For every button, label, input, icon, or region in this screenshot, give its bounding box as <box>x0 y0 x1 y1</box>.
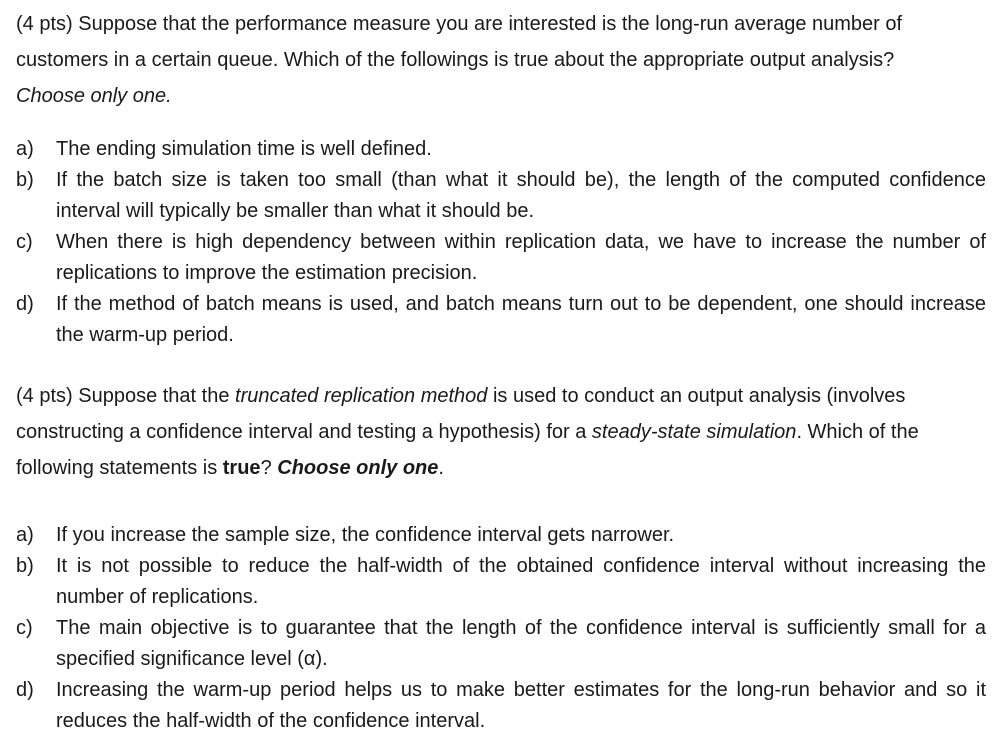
question-1-option-a <box>16 134 986 165</box>
stem-emphasis: steady-state simulation <box>591 421 797 443</box>
question-2-option-b <box>16 551 986 613</box>
question-2-option-c <box>16 613 986 675</box>
question-1-stem-text: (4 pts) Suppose that the performance measure you are interested is the long-run average number of customers in a certain queue. Which of the followings is true about the appropriate output analysis? <box>16 13 903 71</box>
stem-text: is used to conduct an output analysis (involves constructing a confidence interval and testing a hypothesis) for a <box>16 385 906 443</box>
option-label: a) <box>16 138 34 160</box>
stem-text: . <box>438 457 444 479</box>
question-2-option-d <box>16 675 986 737</box>
stem-true-word: true <box>222 457 261 479</box>
question-1-option-b <box>16 165 986 227</box>
question-2-stem <box>16 378 986 486</box>
question-2-instruction: Choose only one <box>277 457 439 479</box>
stem-emphasis: truncated replication method <box>235 385 488 407</box>
option-label: a) <box>16 524 34 546</box>
option-label: c) <box>16 231 33 253</box>
option-label: c) <box>16 617 33 639</box>
question-1 <box>16 6 986 351</box>
question-1-option-c <box>16 227 986 289</box>
stem-text: ? <box>260 457 278 479</box>
question-1-option-d <box>16 289 986 351</box>
question-2-options <box>16 520 986 737</box>
option-text: It is not possible to reduce the half-width of the obtained confidence interval without increasing the number of replications. <box>56 555 986 608</box>
question-2 <box>16 378 986 737</box>
option-text: If the batch size is taken too small (than what it should be), the length of the computed confidence interval will typically be smaller than what it should be. <box>56 169 986 222</box>
option-label: d) <box>16 679 34 701</box>
option-text: When there is high dependency between within replication data, we have to increase the number of replications to improve the estimation precision. <box>56 231 986 284</box>
option-text: If you increase the sample size, the confidence interval gets narrower. <box>56 524 675 546</box>
option-label: b) <box>16 555 34 577</box>
option-label: d) <box>16 293 34 315</box>
option-text: The ending simulation time is well defined. <box>56 138 432 160</box>
option-label: b) <box>16 169 34 191</box>
stem-text: . Which of the following statements is <box>16 421 919 479</box>
stem-text: (4 pts) Suppose that the <box>16 385 236 407</box>
option-text: If the method of batch means is used, and batch means turn out to be dependent, one should increase the warm-up period. <box>56 293 986 346</box>
question-1-options <box>16 134 986 351</box>
question-2-option-a <box>16 520 986 551</box>
question-1-stem <box>16 6 946 114</box>
option-text: Increasing the warm-up period helps us to make better estimates for the long-run behavior and so it reduces the half-width of the confidence interval. <box>56 679 986 732</box>
option-text: The main objective is to guarantee that the length of the confidence interval is sufficiently small for a specified significance level (α). <box>56 617 986 670</box>
question-1-instruction: Choose only one. <box>16 85 172 107</box>
